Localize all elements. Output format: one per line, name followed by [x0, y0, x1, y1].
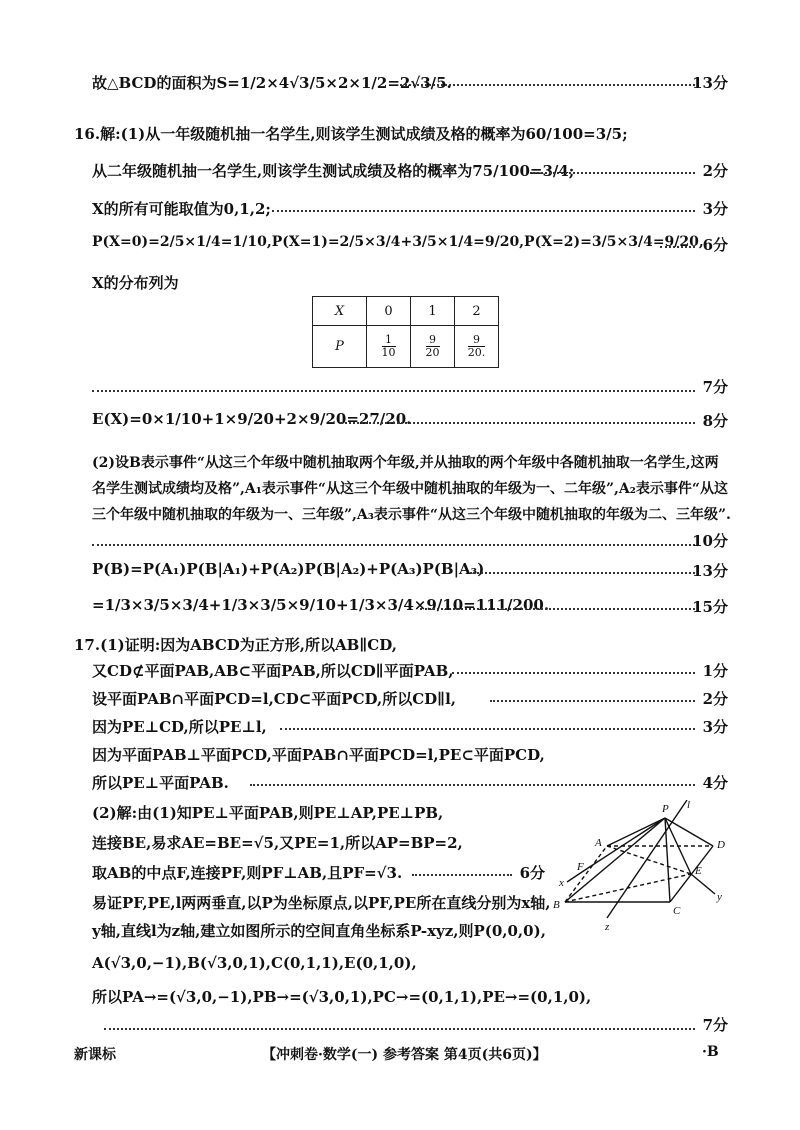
leader-dots	[660, 246, 695, 248]
text-line: y轴,直线l为z轴,建立如图所示的空间直角坐标系P-xyz,则P(0,0,0),	[92, 922, 546, 940]
footer-left: 新课标	[74, 1047, 116, 1063]
leader-dots	[452, 672, 695, 674]
score-label: 6分	[702, 236, 728, 254]
table-cell	[367, 326, 411, 368]
text-line: 取AB的中点F,连接PF,则PF⊥AB,且PF=√3.	[92, 864, 403, 882]
axis-label: z	[605, 921, 610, 933]
leader-dots	[280, 728, 695, 730]
text-line: 名学生测试成绩均及格”,A₁表示事件“从这三个年级中随机抽取的年级为一、二年级”,A₂表示事件“从这	[92, 481, 728, 497]
point-label: B	[553, 899, 560, 911]
score-label: 2分	[702, 162, 728, 180]
score-label: 13分	[692, 562, 728, 580]
text-line: A(√3,0,−1),B(√3,0,1),C(0,1,1),E(0,1,0),	[92, 954, 417, 972]
point-label: A	[595, 837, 602, 849]
fraction: $\frac{9}{20.}$	[467, 333, 486, 359]
table-cell	[455, 326, 499, 368]
text-line: P(B)=P(A₁)P(B|A₁)+P(A₂)P(B|A₂)+P(A₃)P(B|A₃)	[92, 560, 485, 578]
leader-dots	[104, 1028, 695, 1030]
score-label: 10分	[692, 532, 728, 550]
distribution-table	[312, 296, 499, 368]
score-label: 3分	[702, 718, 728, 736]
text-line: 易证PF,PE,l两两垂直,以P为坐标原点,以PF,PE所在直线分别为x轴,	[92, 894, 551, 912]
footer-right: ·B	[702, 1044, 719, 1060]
score-label: 7分	[702, 1016, 728, 1034]
leader-dots	[470, 572, 695, 574]
text-line: 连接BE,易求AE=BE=√5,又PE=1,所以AP=BP=2,	[92, 834, 463, 852]
score-label: 3分	[702, 200, 728, 218]
footer-center: 【冲刺卷·数学(一) 参考答案 第4页(共6页)】	[262, 1047, 547, 1063]
score-label: 13分	[692, 74, 728, 92]
leader-dots	[92, 390, 695, 392]
table-cell: X	[313, 297, 367, 326]
text-line: 故△BCD的面积为S=1/2×4√3/5×2×1/2=2√3/5.	[92, 74, 452, 92]
problem-17-heading: 17.(1)证明:因为ABCD为正方形,所以AB∥CD,	[74, 636, 397, 654]
problem-16-heading: 16.解:(1)从一年级随机抽一名学生,则该学生测试成绩及格的概率为60/100=3/5;	[74, 125, 628, 143]
axis-label: y	[717, 891, 722, 903]
text-line: 设平面PAB∩平面PCD=l,CD⊂平面PCD,所以CD∥l,	[92, 690, 457, 708]
fraction: $\frac{9}{20}$	[425, 333, 440, 359]
table-row	[313, 297, 499, 326]
text-line: 因为平面PAB⊥平面PCD,平面PAB∩平面PCD=l,PE⊂平面PCD,	[92, 746, 545, 764]
table-row	[313, 326, 499, 368]
table-cell: 1	[411, 297, 455, 326]
point-label: l	[687, 800, 691, 811]
text-line: 所以PE⊥平面PAB.	[92, 774, 229, 792]
text-line: 从二年级随机抽一名学生,则该学生测试成绩及格的概率为75/100=3/4;	[92, 162, 575, 180]
leader-dots	[420, 608, 695, 610]
leader-dots	[250, 784, 695, 786]
score-label: 15分	[692, 598, 728, 616]
leader-dots	[490, 700, 695, 702]
score-label: 8分	[702, 412, 728, 430]
text-line: X的分布列为	[92, 274, 179, 292]
text-line: 因为PE⊥CD,所以PE⊥l,	[92, 718, 267, 736]
text-line: E(X)=0×1/10+1×9/20+2×9/20=27/20.	[92, 410, 412, 428]
geometry-figure	[545, 800, 745, 940]
score-label: 1分	[702, 662, 728, 680]
text-line: P(X=0)=2/5×1/4=1/10,P(X=1)=2/5×3/4+3/5×1/4=9/20,P(X=2)=3/5×3/4=9/20,	[92, 234, 704, 250]
text-line: X的所有可能取值为0,1,2;	[92, 200, 271, 218]
text-line: (2)设B表示事件“从这三个年级中随机抽取两个年级,并从抽取的两个年级中各随机抽取一名学生,这两	[92, 455, 719, 471]
point-label: F	[577, 861, 584, 873]
text-line: =1/3×3/5×3/4+1/3×3/5×9/10+1/3×3/4×9/10=111/200.	[92, 596, 550, 614]
leader-dots	[412, 874, 512, 876]
point-label: P	[662, 803, 669, 815]
leader-dots	[530, 172, 695, 174]
axis-label: x	[559, 877, 564, 889]
table-cell: 0	[367, 297, 411, 326]
leader-dots	[272, 210, 695, 212]
leader-dots	[92, 544, 695, 546]
point-label: D	[717, 839, 725, 851]
table-cell: P	[313, 326, 367, 368]
leader-dots	[400, 84, 695, 86]
score-label: 2分	[702, 690, 728, 708]
score-label: 4分	[702, 774, 728, 792]
text-line: 又CD⊄平面PAB,AB⊂平面PAB,所以CD∥平面PAB,	[92, 662, 454, 680]
table-cell: 2	[455, 297, 499, 326]
fraction: $\frac{1}{10}$	[381, 333, 396, 359]
leader-dots	[340, 422, 695, 424]
score-label: 6分	[519, 864, 545, 882]
score-label: 7分	[702, 378, 728, 396]
text-line: 三个年级中随机抽取的年级为一、三年级”,A₃表示事件“从这三个年级中随机抽取的年级为二、三年级”.	[92, 507, 731, 523]
text-line: 所以PA→=(√3,0,−1),PB→=(√3,0,1),PC→=(0,1,1),PE→=(0,1,0),	[92, 988, 592, 1006]
point-label: E	[695, 865, 702, 877]
table-cell	[411, 326, 455, 368]
text-line: (2)解:由(1)知PE⊥平面PAB,则PE⊥AP,PE⊥PB,	[92, 804, 444, 822]
point-label: C	[673, 905, 681, 917]
